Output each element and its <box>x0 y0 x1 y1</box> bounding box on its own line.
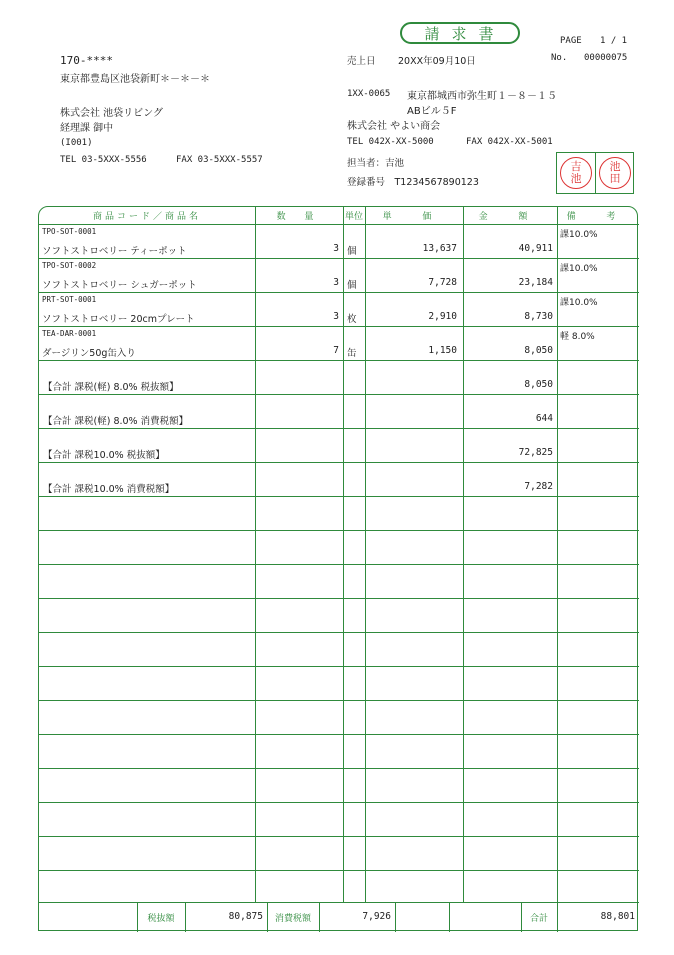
item-price: 1,150 <box>428 345 457 356</box>
item-note: 軽 8.0% <box>560 332 595 342</box>
date-label: 売上日 <box>347 56 376 67</box>
number-value: 00000075 <box>584 53 628 63</box>
header-product: 商品コード／商品名 <box>92 212 201 222</box>
item-unit: 個 <box>347 246 357 257</box>
customer-tel: TEL 03-5XXX-5556 <box>60 155 147 165</box>
footer-subtotal-label: 税抜額 <box>147 914 175 924</box>
item-amount: 23,184 <box>518 277 553 288</box>
item-name: ダージリン50g缶入り <box>42 348 136 359</box>
item-amount: 8,050 <box>524 345 553 356</box>
header-note: 備 考 <box>566 212 630 222</box>
footer-total-label: 合計 <box>529 914 548 924</box>
item-unit: 枚 <box>347 314 357 325</box>
item-price: 2,910 <box>428 311 457 322</box>
issuer-address1: 東京都城西市弥生町１－８－１５ <box>407 91 557 102</box>
header-price: 単 価 <box>382 212 446 222</box>
item-qty: 3 <box>333 311 339 322</box>
item-name: ソフトストロベリー ティーポット <box>42 246 187 257</box>
seal-stamp-2: 池 田 <box>599 157 631 189</box>
header-unit: 単位 <box>344 212 363 222</box>
item-code: TPO-SOT-0001 <box>42 227 97 236</box>
customer-fax: FAX 03-5XXX-5557 <box>176 155 263 165</box>
number-label: No. <box>551 53 568 63</box>
item-note: 課10.0% <box>560 298 598 308</box>
issuer-tel: TEL 042X-XX-5000 <box>347 137 434 147</box>
stamp-box <box>556 152 634 194</box>
footer-tax-label: 消費税額 <box>274 914 311 924</box>
issuer-postal: 1XX-0065 <box>347 89 391 99</box>
summary-label: 【合計 課税(軽) 8.0% 消費税額】 <box>43 416 189 427</box>
seal-stamp-1: 吉 池 <box>560 157 592 189</box>
summary-amount: 644 <box>535 413 553 424</box>
footer-total-value: 88,801 <box>600 911 635 922</box>
summary-label: 【合計 課税10.0% 税抜額】 <box>43 450 165 461</box>
page-value: 1 / 1 <box>600 36 628 46</box>
customer-dept: 経理課 御中 <box>60 123 114 134</box>
item-note: 課10.0% <box>560 264 598 274</box>
item-unit: 個 <box>347 280 357 291</box>
customer-code: (I001) <box>60 138 93 148</box>
issuer-company: 株式会社 やよい商会 <box>347 121 441 132</box>
footer-tax-value: 7,926 <box>362 911 391 922</box>
summary-label: 【合計 課税10.0% 消費税額】 <box>43 484 175 495</box>
item-name: ソフトストロベリー 20cmプレート <box>42 314 195 325</box>
footer-subtotal-value: 80,875 <box>228 911 263 922</box>
item-name: ソフトストロベリー シュガーポット <box>42 280 197 291</box>
customer-postal: 170-**** <box>60 54 113 67</box>
summary-amount: 72,825 <box>518 447 553 458</box>
item-qty: 7 <box>333 345 339 356</box>
item-code: TEA-DAR-0001 <box>42 329 97 338</box>
item-price: 13,637 <box>422 243 457 254</box>
item-price: 7,728 <box>428 277 457 288</box>
item-unit: 缶 <box>347 348 357 359</box>
summary-label: 【合計 課税(軽) 8.0% 税抜額】 <box>43 382 179 393</box>
date-value: 20XX年09月10日 <box>398 56 476 67</box>
item-qty: 3 <box>333 243 339 254</box>
issuer-person: 担当者：吉池 <box>347 158 405 169</box>
summary-amount: 7,282 <box>524 481 553 492</box>
customer-company: 株式会社 池袋リビング <box>60 108 163 119</box>
item-code: TPO-SOT-0002 <box>42 261 97 270</box>
item-qty: 3 <box>333 277 339 288</box>
header-qty: 数 量 <box>276 212 322 222</box>
summary-amount: 8,050 <box>524 379 553 390</box>
issuer-address2: ABビル５F <box>407 106 457 117</box>
invoice-table <box>38 206 638 931</box>
customer-address: 東京都豊島区池袋新町＊－＊－＊ <box>60 74 210 85</box>
item-amount: 8,730 <box>524 311 553 322</box>
item-amount: 40,911 <box>518 243 553 254</box>
header-amount: 金 額 <box>478 212 542 222</box>
page-label: PAGE <box>560 36 582 46</box>
item-code: PRT-SOT-0001 <box>42 295 97 304</box>
issuer-fax: FAX 042X-XX-5001 <box>466 137 553 147</box>
item-note: 課10.0% <box>560 230 598 240</box>
document-title: 請求書 <box>400 22 520 44</box>
issuer-registration: 登録番号 T1234567890123 <box>347 177 479 188</box>
